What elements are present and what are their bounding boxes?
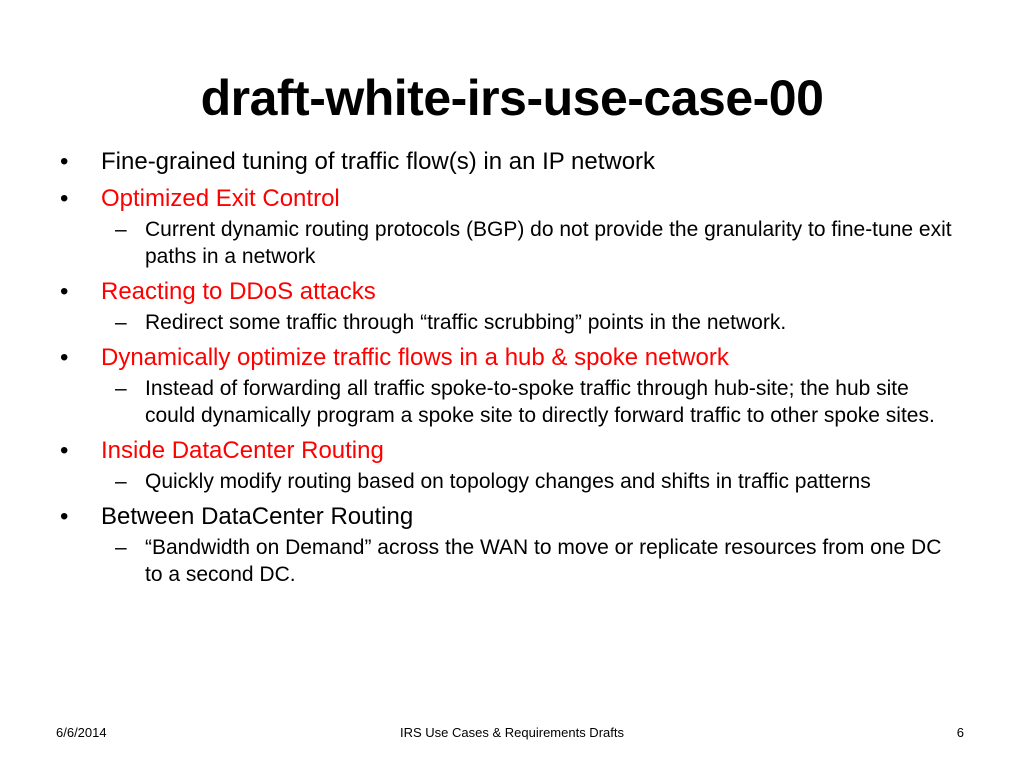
slide-title: draft-white-irs-use-case-00 xyxy=(200,70,824,126)
footer-date: 6/6/2014 xyxy=(56,725,107,740)
bullet-text: Dynamically optimize traffic flows in a hub & spoke network xyxy=(101,344,729,371)
sub-bullet-text: Redirect some traffic through “traffic scrubbing” points in the network. xyxy=(145,311,787,334)
bullet-text: Optimized Exit Control xyxy=(101,185,340,212)
bullet-icon: • xyxy=(60,278,69,305)
bullet-text: Fine-grained tuning of traffic flow(s) in an IP network xyxy=(101,148,656,175)
bullet-item xyxy=(60,183,960,214)
dash-icon: – xyxy=(115,470,127,493)
bullet-item xyxy=(60,435,960,466)
sub-bullet-text: Quickly modify routing based on topology changes and shifts in traffic patterns xyxy=(145,470,871,493)
bullet-icon: • xyxy=(60,437,69,464)
sub-bullet-item xyxy=(60,534,960,588)
bullet-item xyxy=(60,276,960,307)
dash-icon: – xyxy=(115,311,127,334)
bullet-icon: • xyxy=(60,503,69,530)
slide-number: 6 xyxy=(956,725,964,740)
bullet-icon: • xyxy=(60,344,69,371)
bullet-text: Inside DataCenter Routing xyxy=(101,437,384,464)
bullet-text: Reacting to DDoS attacks xyxy=(101,278,376,305)
bullet-text: Between DataCenter Routing xyxy=(101,503,414,530)
bullet-item xyxy=(60,146,960,177)
sub-bullet-item xyxy=(60,375,960,429)
sub-bullet-item xyxy=(60,309,960,336)
footer-title: IRS Use Cases & Requirements Drafts xyxy=(400,725,624,740)
dash-icon: – xyxy=(115,218,127,241)
sub-bullet-text: “Bandwidth on Demand” across the WAN to move or replicate resources from one DC to a second DC. xyxy=(145,536,942,586)
bullet-icon: • xyxy=(60,148,69,175)
bullet-list xyxy=(60,146,960,588)
sub-bullet-text: Instead of forwarding all traffic spoke-to-spoke traffic through hub-site; the hub site could dynamically program a spoke site to directly forward traffic to other spoke sites. xyxy=(145,377,935,427)
bullet-item xyxy=(60,342,960,373)
bullet-item xyxy=(60,501,960,532)
dash-icon: – xyxy=(115,377,127,400)
sub-bullet-item xyxy=(60,216,960,270)
sub-bullet-text: Current dynamic routing protocols (BGP) do not provide the granularity to fine-tune exit paths in a network xyxy=(145,218,952,268)
bullet-icon: • xyxy=(60,185,69,212)
sub-bullet-item xyxy=(60,468,960,495)
dash-icon: – xyxy=(115,536,127,559)
